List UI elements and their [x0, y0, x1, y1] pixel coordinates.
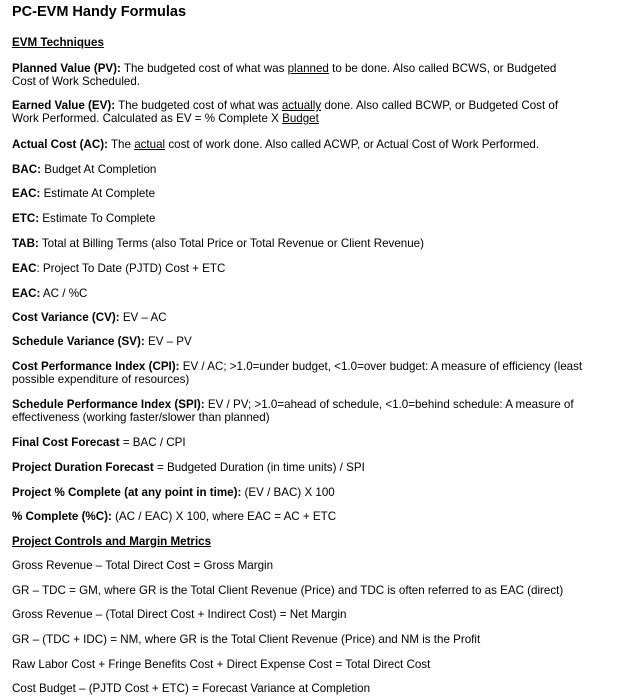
ev-text-1: The budgeted cost of what was	[115, 99, 282, 112]
eac-pjtd-term: EAC	[12, 262, 37, 275]
project-percent-complete-formula	[12, 486, 612, 499]
final-cost-forecast-formula	[12, 436, 612, 449]
margin-line-2: GR – TDC = GM, where GR is the Total Client Revenue (Price) and TDC is often referred to as EAC (direct)	[12, 584, 564, 597]
cpi-text: EV / AC; >1.0=under budget, <1.0=over budget: A measure of efficiency (least	[179, 360, 583, 373]
ac-text-2: cost of work done. Also called ACWP, or Actual Cost of Work Performed.	[165, 138, 540, 151]
ppc-term: Project % Complete (at any point in time):	[12, 486, 242, 499]
etc-text: Estimate To Complete	[39, 212, 156, 225]
cpi-term: Cost Performance Index (CPI):	[12, 360, 180, 373]
pv-text-1: The budgeted cost of what was	[120, 62, 288, 75]
spi-text: EV / PV; >1.0=ahead of schedule, <1.0=behind schedule: A measure of	[204, 398, 574, 411]
tab-definition	[12, 237, 612, 250]
pdf-term: Project Duration Forecast	[12, 461, 154, 474]
pv-emphasis: planned	[287, 62, 329, 75]
ev-text-3: Work Performed. Calculated as EV = % Complete X	[12, 112, 283, 125]
cv-term: Cost Variance (CV):	[12, 311, 120, 324]
pv-definition	[12, 62, 612, 88]
eac-definition	[12, 187, 612, 200]
pv-term: Planned Value (PV):	[12, 62, 121, 75]
eac-pjtd-text: : Project To Date (PJTD) Cost + ETC	[36, 262, 226, 275]
bac-term: BAC:	[12, 163, 41, 176]
ev-text-2: done. Also called BCWP, or Budgeted Cost of	[321, 99, 559, 112]
cv-text: EV – AC	[119, 311, 167, 324]
etc-definition	[12, 212, 612, 225]
ac-text-1: The	[107, 138, 135, 151]
fcf-text: = BAC / CPI	[119, 436, 186, 449]
cpi-formula	[12, 360, 612, 386]
ac-emphasis: actual	[134, 138, 166, 151]
bac-text: Budget At Completion	[40, 163, 157, 176]
margin-line-4: GR – (TDC + IDC) = NM, where GR is the Total Client Revenue (Price) and NM is the Profit	[12, 633, 481, 646]
spi-text-2: effectiveness (working faster/slower than planned)	[12, 411, 270, 424]
margin-line-1: Gross Revenue – Total Direct Cost = Gross Margin	[12, 559, 274, 572]
cpi-text-2: possible expenditure of resources)	[12, 373, 190, 386]
pv-text-3: Cost of Work Scheduled.	[12, 75, 141, 88]
margin-line-6: Cost Budget – (PJTD Cost + ETC) = Forecast Variance at Completion	[12, 682, 371, 695]
ev-term: Earned Value (EV):	[12, 99, 116, 112]
eac-ac-term: EAC:	[12, 287, 41, 300]
ev-emphasis: actually	[281, 99, 322, 112]
eac-term: EAC:	[12, 187, 41, 200]
pc-term: % Complete (%C):	[12, 510, 112, 523]
eac-pjtd-formula	[12, 262, 612, 275]
ev-emphasis-2: Budget	[282, 112, 319, 125]
percent-complete-formula	[12, 510, 612, 523]
ac-definition	[12, 138, 612, 151]
margin-line-5: Raw Labor Cost + Fringe Benefits Cost + Direct Expense Cost = Total Direct Cost	[12, 658, 431, 671]
sv-text: EV – PV	[144, 335, 192, 348]
sv-formula	[12, 335, 612, 348]
pc-text: (AC / EAC) X 100, where EAC = AC + ETC	[111, 510, 337, 523]
eac-ac-formula	[12, 287, 612, 300]
evm-techniques-heading: EVM Techniques	[12, 36, 104, 49]
tab-term: TAB:	[12, 237, 39, 250]
cv-formula	[12, 311, 612, 324]
sv-term: Schedule Variance (SV):	[12, 335, 145, 348]
eac-text: Estimate At Complete	[40, 187, 156, 200]
page-title: PC-EVM Handy Formulas	[12, 4, 187, 20]
ppc-text: (EV / BAC) X 100	[241, 486, 335, 499]
tab-text: Total at Billing Terms (also Total Price or Total Revenue or Client Revenue)	[38, 237, 424, 250]
etc-term: ETC:	[12, 212, 40, 225]
eac-ac-text: AC / %C	[40, 287, 88, 300]
pv-text-2: to be done. Also called BCWS, or Budgeted	[328, 62, 557, 75]
project-duration-forecast-formula	[12, 461, 612, 474]
margin-line-3: Gross Revenue – (Total Direct Cost + Indirect Cost) = Net Margin	[12, 608, 347, 621]
margin-metrics-heading: Project Controls and Margin Metrics	[12, 535, 212, 548]
spi-formula	[12, 398, 612, 424]
ev-definition	[12, 99, 612, 125]
spi-term: Schedule Performance Index (SPI):	[12, 398, 205, 411]
bac-definition	[12, 163, 612, 176]
pdf-text: = Budgeted Duration (in time units) / SPI	[153, 461, 365, 474]
ac-term: Actual Cost (AC):	[12, 138, 108, 151]
fcf-term: Final Cost Forecast	[12, 436, 120, 449]
